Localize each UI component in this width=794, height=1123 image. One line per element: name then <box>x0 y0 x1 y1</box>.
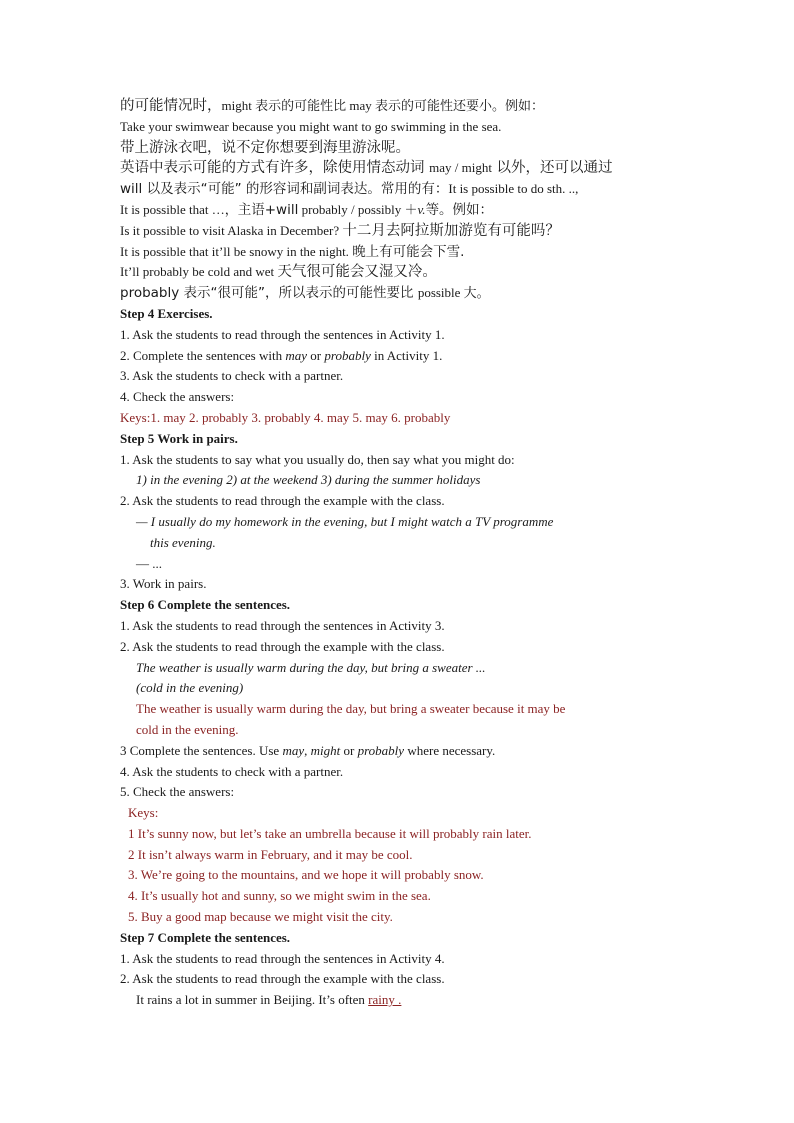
option-list: 1) in the evening 2) at the weekend 3) during the summer holidays <box>136 472 481 488</box>
text-line <box>120 117 680 138</box>
text-en: or <box>340 742 358 758</box>
text-en: It’ll probably be cold and wet <box>120 264 278 280</box>
text-en: It is possible that …， <box>120 201 238 217</box>
text-cn: 带上游泳衣吧，说不定你想要到海里游泳呢。 <box>120 139 410 156</box>
list-item: 3. Ask the students to check with a partner. <box>120 368 344 384</box>
text-cn: 以外，还可以通过 <box>491 160 613 177</box>
text-en: or <box>307 347 325 363</box>
text-cn: 的可能情况时， <box>120 98 222 114</box>
text-line <box>120 96 680 117</box>
text-en: in Activity 1. <box>370 347 443 363</box>
text-cn: 晚上有可能会下雪. <box>352 243 465 260</box>
answer-key: 5. Buy a good map because we might visit the city. <box>128 909 393 925</box>
text-en: might <box>310 742 341 758</box>
text-cn: 十二月去阿拉斯加游览有可能吗？ <box>342 222 560 239</box>
text-en: may / might <box>429 160 492 176</box>
document-body <box>120 96 680 1011</box>
text-en: may <box>285 347 308 363</box>
answer-keys-label: Keys: <box>128 805 159 821</box>
list-item: 1. Ask the students to read through the sentences in Activity 1. <box>120 326 445 342</box>
list-item: 2. Ask the students to read through the example with the class. <box>120 971 445 987</box>
step-heading: Step 7 Complete the sentences. <box>120 929 291 945</box>
text-line <box>120 242 680 263</box>
text-line <box>120 221 680 242</box>
list-item: 5. Check the answers: <box>120 784 235 800</box>
text-en: It is possible to do sth. .., <box>448 181 579 197</box>
text-cn: will 以及表示“可能” 的形容词和副词表达。常用的有： <box>120 181 449 198</box>
text-en: Is it possible to visit Alaska in December? <box>120 222 343 238</box>
step-heading: Step 6 Complete the sentences. <box>120 597 291 613</box>
list-item: 4. Check the answers: <box>120 389 235 405</box>
list-item: 3. Work in pairs. <box>120 576 207 592</box>
answer-blank: rainy . <box>368 992 402 1008</box>
text-cn: 等。例如： <box>425 201 494 218</box>
list-item: 1. Ask the students to say what you usually do, then say what you might do: <box>120 451 515 467</box>
text-en: where necessary. <box>404 742 496 758</box>
text-en: might 表示的可能性比 may 表示的可能性还要小。例如： <box>221 98 544 113</box>
text-en: It rains a lot in summer in Beijing. It’s often <box>136 992 369 1008</box>
list-item <box>120 346 680 367</box>
text-en: may <box>282 742 305 758</box>
example-answer: The weather is usually warm during the day, but bring a sweater because it may be <box>136 701 566 717</box>
text-en: probably <box>357 742 405 758</box>
example-sentence <box>120 990 680 1011</box>
text-en: v. <box>417 201 426 217</box>
example-answer-cont: cold in the evening. <box>136 721 239 737</box>
answer-key: 1 It’s sunny now, but let’s take an umbrella because it will probably rain later. <box>128 825 532 841</box>
text-line <box>120 179 680 200</box>
text-en: 3 Complete the sentences. Use <box>120 742 283 758</box>
answer-key: 2 It isn’t always warm in February, and it may be cool. <box>128 846 413 862</box>
text-line <box>120 262 680 283</box>
step-heading: Step 5 Work in pairs. <box>120 430 238 446</box>
list-item: 2. Ask the students to read through the example with the class. <box>120 638 445 654</box>
text-line <box>120 158 680 179</box>
list-item <box>120 741 680 762</box>
example-sentence: — I usually do my homework in the evening, but I might watch a TV programme <box>136 513 554 529</box>
text-line <box>120 138 680 159</box>
text-cn: 英语中表示可能的方式有许多，除使用情态动词 <box>120 160 430 177</box>
example-dash: — ... <box>136 555 162 571</box>
text-cn: 主语+will <box>237 201 299 218</box>
text-en: It is possible that it’ll be snowy in the night. <box>120 243 353 259</box>
example-sentence: The weather is usually warm during the day, but bring a sweater ... <box>136 659 486 675</box>
answer-key: 4. It’s usually hot and sunny, so we might swim in the sea. <box>128 888 431 904</box>
step-heading: Step 4 Exercises. <box>120 305 213 321</box>
answer-key: 3. We’re going to the mountains, and we hope it will probably snow. <box>128 867 484 883</box>
text-en: possible 大。 <box>417 285 490 301</box>
list-item: 2. Ask the students to read through the example with the class. <box>120 493 445 509</box>
answer-keys: Keys:1. may 2. probably 3. probably 4. may 5. may 6. probably <box>120 409 451 425</box>
text-line <box>120 283 680 304</box>
text-en: 2. Complete the sentences with <box>120 347 286 363</box>
list-item: 1. Ask the students to read through the sentences in Activity 3. <box>120 617 445 633</box>
example-sentence-cont: this evening. <box>150 534 216 550</box>
text-en: , <box>304 742 311 758</box>
text-en: Take your swimwear because you might want to go swimming in the sea. <box>120 118 502 134</box>
list-item: 4. Ask the students to check with a partner. <box>120 763 344 779</box>
list-item: 1. Ask the students to read through the sentences in Activity 4. <box>120 950 445 966</box>
text-cn: 天气很可能会又湿又冷。 <box>277 264 437 281</box>
text-en: probably / possibly ＋ <box>298 201 418 217</box>
text-line <box>120 200 680 221</box>
text-en: probably <box>324 347 371 363</box>
text-cn: probably 表示“很可能”，所以表示的可能性要比 <box>120 285 418 302</box>
example-hint: (cold in the evening) <box>136 680 244 696</box>
